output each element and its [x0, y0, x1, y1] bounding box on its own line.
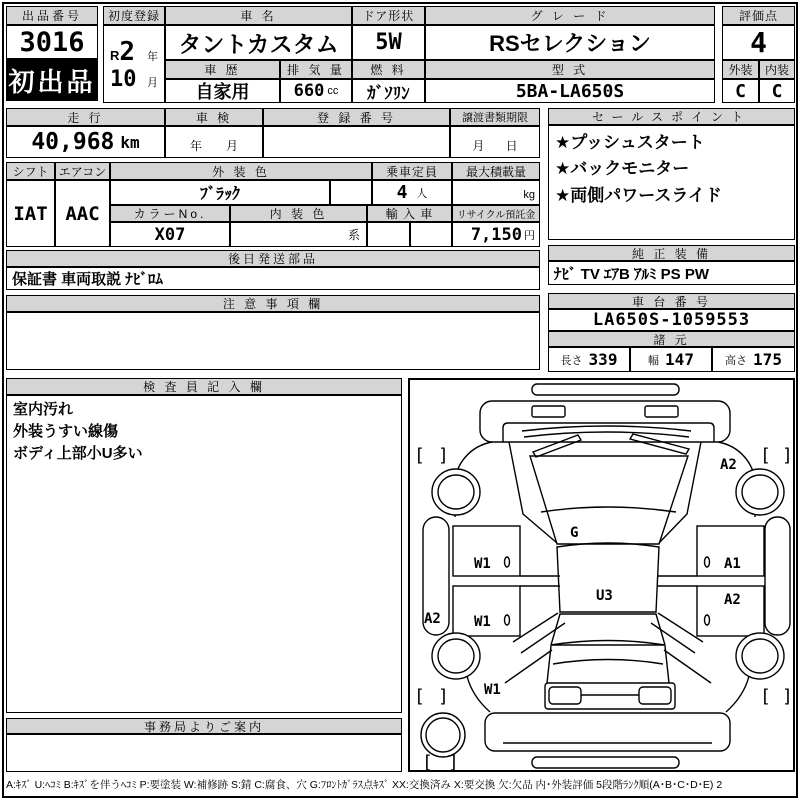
shift-value: IAT — [6, 180, 55, 247]
recycle-deposit-cell — [452, 222, 540, 247]
sales-point-item: ★バックモニター — [555, 159, 690, 179]
office-notice-box — [6, 734, 402, 772]
notes-header: 注 意 事 項 欄 — [6, 295, 540, 312]
dimensions-header: 諸 元 — [548, 331, 795, 347]
fuel-header: 燃 料 — [352, 60, 425, 79]
color-no: X07 — [110, 222, 230, 247]
damage-label-left-sill: A2 — [424, 611, 441, 627]
displacement-cell — [280, 79, 352, 103]
corner-mark: ] — [448, 752, 459, 770]
inspector-note-line: ボディ上部小U多い — [13, 444, 143, 462]
length-value: 339 — [588, 350, 618, 369]
length-cell — [548, 347, 630, 372]
lot-number: 3016 — [6, 25, 98, 59]
registration-number-header: 登 録 番 号 — [263, 108, 450, 126]
damage-label-right-front-door: A1 — [724, 556, 741, 572]
height-label: 高さ — [725, 354, 748, 367]
width-label: 幅 — [648, 354, 660, 367]
mileage-value: 40,968 — [31, 129, 115, 155]
year-unit: 年 — [147, 50, 158, 63]
later-parts-value: 保証書 車両取説 ﾅﾋﾞﾛﾑ — [6, 267, 540, 290]
interior-header: 内装 — [759, 60, 795, 79]
damage-diagram-box — [408, 378, 795, 772]
displacement-unit: cc — [327, 85, 339, 97]
recycle-deposit-value: 7,150 — [470, 224, 522, 245]
registration-number-cell — [263, 126, 450, 158]
mileage-cell — [6, 126, 165, 158]
interior-color-cell: 系 — [230, 222, 367, 247]
corner-mark: [ — [760, 445, 771, 466]
exterior-color-extra-cell — [330, 180, 372, 205]
car-history: 自家用 — [165, 79, 280, 103]
era-letter: R — [110, 47, 120, 63]
interior-color-header: 内 装 色 — [230, 205, 367, 222]
chassis-number-header: 車 台 番 号 — [548, 293, 795, 309]
aircon-value: AAC — [55, 180, 110, 247]
height-cell — [712, 347, 795, 372]
corner-mark: [ — [422, 752, 433, 770]
first-registration-year-row — [110, 37, 158, 67]
damage-label-left-rear-door: W1 — [474, 614, 491, 630]
exterior-color: ﾌﾞﾗｯｸ — [110, 180, 330, 205]
mileage-unit: km — [120, 132, 140, 152]
corner-mark: ] — [782, 686, 793, 707]
displacement-header: 排 気 量 — [280, 60, 352, 79]
inspection-year-label: 年 — [189, 139, 202, 153]
genuine-equipment-header: 純 正 装 備 — [548, 245, 795, 261]
import-car-cell-1 — [367, 222, 410, 247]
damage-label-right-front-fender: A2 — [720, 457, 737, 473]
transfer-deadline-cell — [450, 126, 540, 158]
mileage-header: 走 行 — [6, 108, 165, 126]
max-load-header: 最大積載量 — [452, 162, 540, 180]
damage-label-right-rear-door: A2 — [724, 592, 741, 608]
capacity-unit: 人 — [416, 187, 428, 200]
exterior-color-header: 外 装 色 — [110, 162, 372, 180]
sales-point-item: ★両側パワースライド — [555, 185, 722, 205]
inspector-note-line: 外装うすい線傷 — [13, 422, 119, 440]
car-outline — [421, 384, 790, 768]
transfer-day-label: 日 — [505, 139, 518, 153]
model-code-header: 型 式 — [425, 60, 715, 79]
corner-mark: [ — [414, 445, 425, 466]
capacity-cell — [372, 180, 452, 205]
shift-header: シフト — [6, 162, 55, 180]
car-name: タントカスタム — [165, 25, 352, 60]
score-header: 評価点 — [722, 6, 795, 25]
displacement: 660 — [293, 81, 325, 101]
car-history-header: 車 歴 — [165, 60, 280, 79]
capacity-header: 乗車定員 — [372, 162, 452, 180]
damage-label-roof: U3 — [596, 588, 613, 604]
sales-points-header: セールスポイント — [548, 108, 795, 125]
width-cell — [630, 347, 712, 372]
import-car-cell-2 — [410, 222, 452, 247]
chassis-number: LA650S-1059553 — [548, 309, 795, 331]
damage-code-legend: A:ｷｽﾞ U:ﾍｺﾐ B:ｷｽﾞを伴うﾍｺﾐ P:要塗装 W:補修跡 S:錆 C:腐食、穴 G:ﾌﾛﾝﾄｶﾞﾗｽ点ｷｽﾞ XX:交換済み X:要交換 欠:欠品 内･外装評価 5段階ﾗﾝｸ順(A･B･C･D･E) 2 — [6, 779, 723, 791]
import-car-header: 輸 入 車 — [367, 205, 452, 222]
corner-mark: [ — [760, 686, 771, 707]
color-no-header: カラーNo. — [110, 205, 230, 222]
width-value: 147 — [665, 350, 694, 369]
car-damage-diagram — [410, 380, 793, 770]
first-auction-badge: 初出品 — [6, 59, 98, 101]
transfer-deadline-header: 譲渡書類期限 — [450, 108, 540, 126]
first-registration-header: 初度登録 — [103, 6, 165, 25]
score: 4 — [722, 25, 795, 60]
inspection-month-label: 月 — [225, 139, 238, 153]
recycle-deposit-header: リサイクル預託金 — [452, 205, 540, 222]
length-label: 長さ — [560, 354, 583, 367]
damage-label-left-front-door: W1 — [474, 556, 491, 572]
corner-mark: ] — [438, 686, 449, 707]
grade-header: グ レ ー ド — [425, 6, 715, 25]
inspector-notes-box — [6, 395, 402, 713]
sales-points-list — [548, 125, 795, 240]
door-shape-header: ドア形状 — [352, 6, 425, 25]
corner-mark: ] — [438, 445, 449, 466]
genuine-equipment-value: ﾅﾋﾞ TV ｴｱB ｱﾙﾐ PS PW — [548, 261, 795, 285]
first-registration-year: 2 — [119, 36, 136, 67]
transfer-month-label: 月 — [472, 139, 485, 153]
model-code: 5BA-LA650S — [425, 79, 715, 103]
height-value: 175 — [753, 350, 782, 369]
first-registration-cell — [103, 25, 165, 103]
inspection-header: 車 検 — [165, 108, 263, 126]
grade: RSセレクション — [425, 25, 715, 60]
capacity-value: 4 — [396, 182, 408, 203]
corner-mark: [ — [414, 686, 425, 707]
first-registration-month-row — [110, 67, 158, 92]
month-unit: 月 — [147, 76, 158, 89]
max-load-cell: kg — [452, 180, 540, 205]
damage-label-left-quarter: W1 — [484, 682, 501, 698]
car-name-header: 車 名 — [165, 6, 352, 25]
sales-point-item: ★プッシュスタート — [555, 133, 705, 152]
inspector-notes-header: 検 査 員 記 入 欄 — [6, 378, 402, 395]
notes-box — [6, 312, 540, 370]
recycle-deposit-unit: 円 — [524, 229, 535, 242]
inspector-note-line: 室内汚れ — [13, 401, 74, 418]
inspection-cell — [165, 126, 263, 158]
exterior-grade: C — [722, 79, 759, 103]
door-shape: 5W — [352, 25, 425, 60]
lot-number-header: 出品番号 — [6, 6, 98, 25]
office-notice-header: 事務局よりご案内 — [6, 718, 402, 734]
aircon-header: エアコン — [55, 162, 110, 180]
exterior-header: 外装 — [722, 60, 759, 79]
later-parts-header: 後日発送部品 — [6, 250, 540, 267]
corner-mark: ] — [782, 445, 793, 466]
first-registration-month: 10 — [110, 66, 137, 92]
fuel: ｶﾞｿﾘﾝ — [352, 79, 425, 103]
interior-grade: C — [759, 79, 795, 103]
damage-label-front-glass: G — [570, 525, 579, 541]
